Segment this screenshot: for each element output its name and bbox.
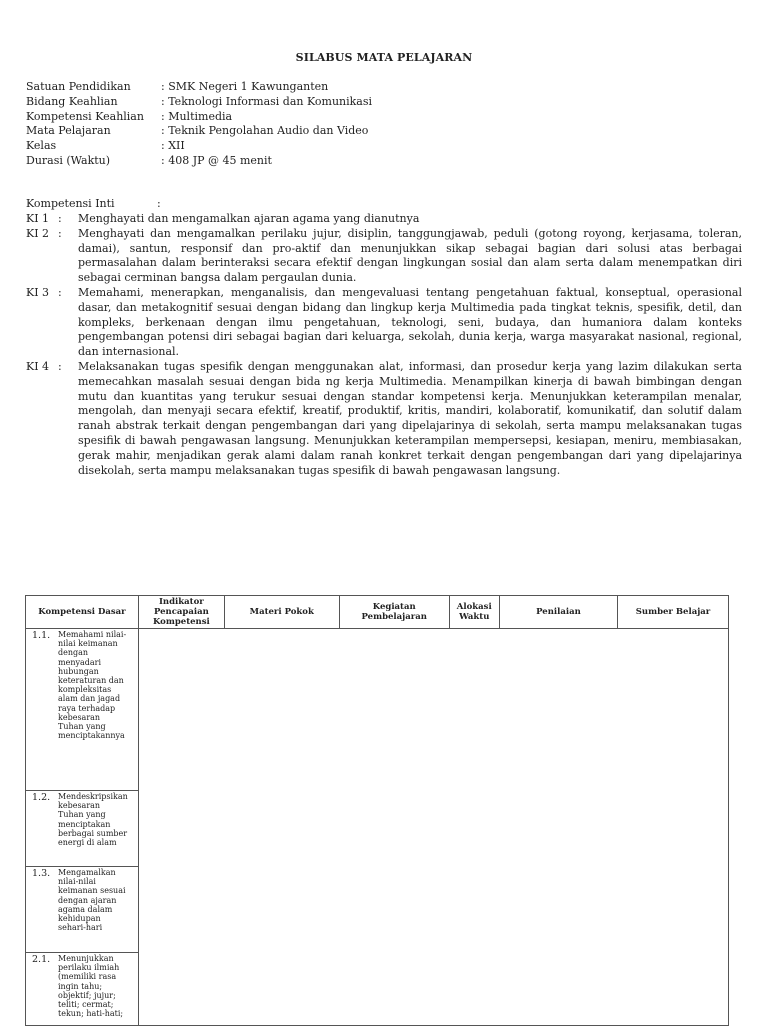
kd-text: Menunjukkan perilaku ilmiah (memiliki rasa ingin tahu; objektif; jujur; teliti; cermat; tekun; hati-hati; [58, 954, 124, 1019]
header-kegiatan: Kegiatan Pembelajaran [339, 596, 449, 629]
info-value: : SMK Negeri 1 Kawunganten [161, 80, 329, 93]
ki-text: Melaksanakan tugas spesifik dengan menggunakan alat, informasi, dan prosedur kerja yang lazim dilakukan serta memecahkan masalah sesuai dengan bida ng kerja Multimedia. Menampilkan kinerja di bawah bimbingan dengan mutu dan kuantitas yang terukur sesuai dengan standar kompetensi kerja. Menunjukkan keterampilan menalar, mengolah, dan menyaji secara efektif, kreatif, produktif, kritis, mandiri, kolaboratif, komunikatif, dan solutif dalam ranah abstrak terkait dengan pengembangan dari yang dipelajarinya di sekolah, serta mampu melaksanakan tugas spesifik di bawah pengawasan langsung. Menunjukkan keterampilan mempersepsi, kesiapan, meniru, membiasakan, gerak mahir, menjadikan gerak alami dalam ranah konkret terkait dengan pengembangan dari yang dipelajarinya disekolah, serta mampu melaksanakan tugas spesifik di bawah pengawasan langsung. [78, 359, 742, 477]
info-label: Satuan Pendidikan [26, 80, 131, 93]
syllabus-table [25, 595, 729, 1026]
info-value: : Multimedia [161, 109, 233, 123]
ki-number: KI 3 [26, 285, 50, 299]
kd-item [26, 629, 138, 791]
table-header-row [26, 596, 729, 629]
table-row [26, 629, 729, 1026]
ki-colon: : [58, 285, 62, 299]
ki-number: KI 4 [26, 359, 50, 373]
ki-item [26, 360, 742, 478]
kd-text: Memahami nilai-nilai keimanan dengan menyadari hubungan keteraturan dan kompleksitas alam dan jagad raya terhadap kebesaran Tuhan yang menciptakannya [58, 630, 127, 741]
identity-block [26, 80, 372, 169]
ki-number: KI 2 [26, 226, 50, 240]
header-materi-pokok: Materi Pokok [224, 596, 339, 629]
kd-item [26, 953, 138, 1025]
ki-item [26, 227, 742, 286]
info-row [26, 110, 372, 125]
kd-item [26, 791, 138, 867]
ki-text: Memahami, menerapkan, menganalisis, dan mengevaluasi tentang pengetahuan faktual, konseptual, operasional dasar, dan metakognitif sesuai dengan bidang dan lingkup kerja Multimedia pada tingkat teknis, spesifik, detil, dan kompleks, berkenaan dengan ilmu pengetahuan, teknologi, seni, budaya, dan humaniora dalam konteks pengembangan potensi diri sebagai bagian dari keluarga, sekolah, dunia kerja, warga masyarakat nasional, regional, dan internasional. [78, 285, 742, 359]
info-label: Durasi (Waktu) [26, 153, 111, 167]
kd-text: Mendeskripsikan kebesaran Tuhan yang menciptakan berbagai sumber energi di alam [58, 792, 128, 848]
kd-number: 1.1. [32, 630, 51, 641]
kd-text: Mengamalkan nilai-nilai keimanan sesuai dengan ajaran agama dalam kehidupan sehari-hari [58, 868, 126, 933]
info-value: : XII [161, 139, 185, 153]
info-value: : Teknologi Informasi dan Komunikasi [161, 94, 373, 108]
ki-colon: : [58, 212, 62, 225]
kd-number: 1.3. [32, 868, 51, 879]
info-label: Kelas [26, 139, 57, 153]
header-penilaian: Penilaian [499, 596, 617, 629]
ki-heading-colon: : [157, 197, 161, 210]
ki-heading [26, 197, 161, 210]
header-sumber-belajar: Sumber Belajar [618, 596, 729, 629]
kd-number: 2.1. [32, 954, 51, 965]
info-row [26, 80, 372, 95]
ki-item [26, 212, 742, 227]
ki-text: Menghayati dan mengamalkan perilaku jujur, disiplin, tanggungjawab, peduli (gotong royong, kerjasama, toleran, damai), santun, responsif dan pro-aktif dan menunjukkan sikap sebagai bagian dari solusi atas berbagai permasalahan dalam berinteraksi secara efektif dengan lingkungan sosial dan alam serta dalam menempatkan diri sebagai cerminan bangsa dalam pergaulan dunia. [78, 226, 742, 285]
info-label: Mata Pelajaran [26, 124, 111, 138]
kd-number: 1.2. [32, 792, 51, 803]
kd-item [26, 867, 138, 953]
ki-colon: : [58, 359, 62, 373]
table-body-area [138, 629, 728, 1026]
ki-colon: : [58, 226, 62, 240]
ki-text: Menghayati dan mengamalkan ajaran agama yang dianutnya [78, 212, 420, 225]
header-kompetensi-dasar: Kompetensi Dasar [26, 596, 139, 629]
info-label: Kompetensi Keahlian [26, 109, 144, 123]
ki-heading-label: Kompetensi Inti [26, 197, 115, 210]
info-row [26, 95, 372, 110]
header-alokasi-waktu: Alokasi Waktu [449, 596, 499, 629]
info-row [26, 154, 372, 169]
header-indikator: Indikator Pencapaian Kompetensi [138, 596, 224, 629]
info-label: Bidang Keahlian [26, 94, 118, 108]
ki-item [26, 286, 742, 360]
info-value: : 408 JP @ 45 menit [161, 153, 272, 167]
ki-number: KI 1 [26, 212, 50, 225]
info-row [26, 139, 372, 154]
ki-list [26, 212, 742, 478]
kd-cell [26, 629, 139, 1026]
info-row [26, 124, 372, 139]
page-title: SILABUS MATA PELAJARAN [295, 51, 473, 64]
info-value: : Teknik Pengolahan Audio dan Video [161, 124, 369, 138]
